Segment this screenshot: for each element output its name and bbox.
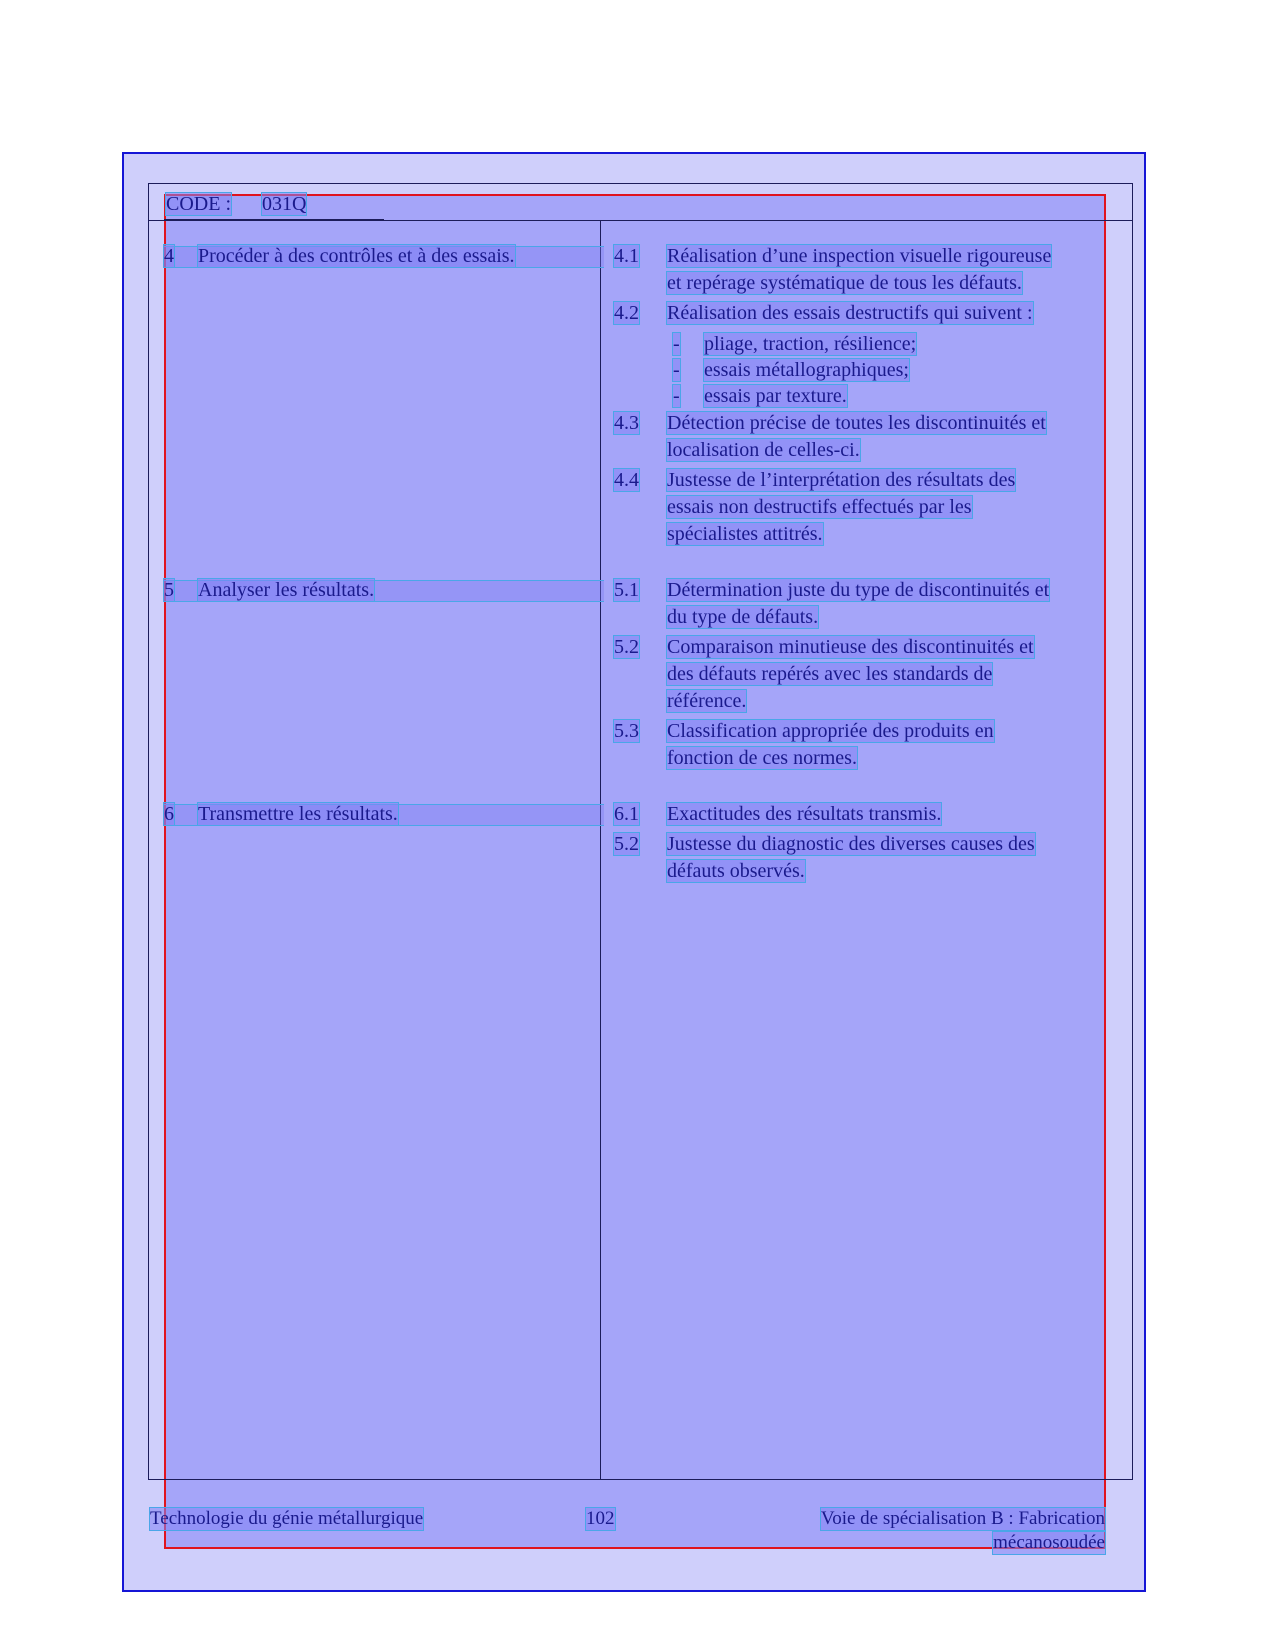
criterion-line: Exactitudes des résultats transmis. xyxy=(667,803,942,825)
criterion-line: Réalisation d’une inspection visuelle rigoureuse xyxy=(667,245,1052,267)
criterion-line: Comparaison minutieuse des discontinuités et xyxy=(667,636,1034,658)
criterion-line: et repérage systématique de tous les défauts. xyxy=(667,272,1022,294)
code-underline xyxy=(164,219,384,220)
section-number: 4 xyxy=(164,245,174,267)
criterion-number: 6.1 xyxy=(614,803,639,825)
section-number: 5 xyxy=(164,579,174,601)
section-title: Analyser les résultats. xyxy=(198,579,375,601)
criterion-line: du type de défauts. xyxy=(667,606,819,628)
criterion-line: Classification appropriée des produits en xyxy=(667,720,994,742)
criterion-number: 4.3 xyxy=(614,412,639,434)
footer-right-line1: Voie de spécialisation B : Fabrication xyxy=(820,1508,1105,1529)
bullet-item: essais par texture. xyxy=(704,385,847,407)
criterion-number: 4.4 xyxy=(614,469,639,491)
criterion-line: défauts observés. xyxy=(667,860,805,882)
code-value: 031Q xyxy=(262,193,307,215)
criterion-line: référence. xyxy=(667,690,747,712)
criterion-line: Justesse du diagnostic des diverses causes des xyxy=(667,833,1035,855)
criterion-line: Justesse de l’interprétation des résultats des xyxy=(667,469,1016,491)
section-title: Transmettre les résultats. xyxy=(198,803,398,825)
footer-right-line2: mécanosoudée xyxy=(993,1532,1105,1553)
criterion-line: localisation de celles-ci. xyxy=(667,439,860,461)
criterion-line: des défauts repérés avec les standards de xyxy=(667,663,993,685)
bullet-symbol: - xyxy=(673,333,680,355)
criterion-number: 5.1 xyxy=(614,579,639,601)
criterion-line: Détermination juste du type de discontinuités et xyxy=(667,579,1050,601)
criterion-number: 5.3 xyxy=(614,720,639,742)
column-divider xyxy=(600,221,601,1480)
bullet-symbol: - xyxy=(673,359,680,381)
criterion-number: 4.1 xyxy=(614,245,639,267)
bullet-symbol: - xyxy=(673,385,680,407)
header-divider xyxy=(148,220,1133,221)
criterion-line: Réalisation des essais destructifs qui suivent : xyxy=(667,302,1033,324)
criterion-line: Détection précise de toutes les discontinuités et xyxy=(667,412,1046,434)
criterion-line: fonction de ces normes. xyxy=(667,747,857,769)
criterion-number: 5.2 xyxy=(614,833,639,855)
code-label: CODE : xyxy=(166,193,231,215)
criterion-line: essais non destructifs effectués par les xyxy=(667,496,972,518)
criterion-number: 5.2 xyxy=(614,636,639,658)
criterion-number: 4.2 xyxy=(614,302,639,324)
bullet-item: essais métallographiques; xyxy=(704,359,909,381)
bullet-item: pliage, traction, résilience; xyxy=(704,333,917,355)
section-number: 6 xyxy=(164,803,174,825)
competency-table xyxy=(148,183,1133,1480)
section-title: Procéder à des contrôles et à des essais. xyxy=(198,245,515,267)
page-number: 102 xyxy=(586,1508,615,1529)
criterion-line: spécialistes attitrés. xyxy=(667,523,823,545)
footer-left: Technologie du génie métallurgique xyxy=(150,1508,424,1529)
